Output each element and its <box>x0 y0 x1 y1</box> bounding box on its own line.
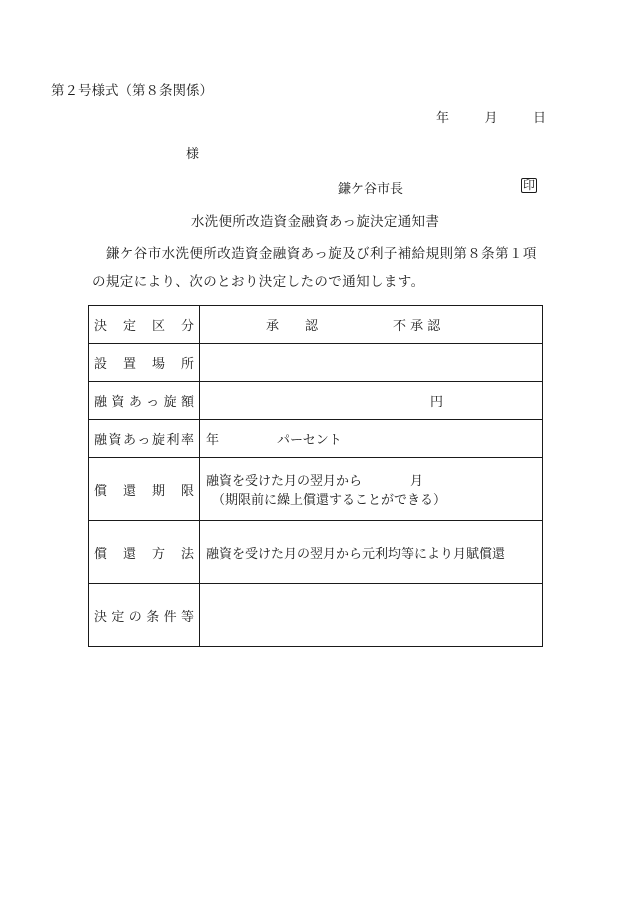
amount-label: 融資あっ旋額 <box>89 382 200 420</box>
disapprove-option: 不 承 認 <box>393 319 441 334</box>
repayment-term-unit: 月 <box>410 474 424 489</box>
rate-unit: パーセント <box>277 433 342 448</box>
table-row-decision-type <box>89 306 543 344</box>
date-day-label: 日 <box>532 111 546 126</box>
location-value <box>200 344 543 382</box>
repayment-term-label: 償還期限 <box>89 458 200 521</box>
rate-label: 融資あっ旋利率 <box>89 420 200 458</box>
repayment-term-cell <box>200 458 543 521</box>
document-title: 水洗便所改造資金融資あっ旋決定通知書 <box>190 214 440 230</box>
table-row-amount <box>89 382 543 420</box>
date-month-label: 月 <box>484 111 498 126</box>
date-row <box>436 107 546 126</box>
repayment-method-value: 融資を受けた月の翌月から元利均等により月賦償還 <box>200 521 543 584</box>
amount-cell <box>200 382 543 420</box>
approve-option: 承 認 <box>266 319 319 334</box>
date-year-label: 年 <box>436 111 450 126</box>
conditions-label: 決定の条件等 <box>89 584 200 647</box>
rate-cell <box>200 420 543 458</box>
amount-unit: 円 <box>430 395 444 410</box>
table-row-repayment-term <box>89 458 543 521</box>
repayment-term-note: （期限前に繰上償還することができる） <box>212 493 447 508</box>
table-row-conditions <box>89 584 543 647</box>
table-row-rate <box>89 420 543 458</box>
table-row-repayment-method <box>89 521 543 584</box>
issuer-name: 鎌ケ谷市長 <box>338 182 404 197</box>
seal-mark: 印 <box>523 178 536 192</box>
location-label: 設置場所 <box>89 344 200 382</box>
repayment-term-text: 融資を受けた月の翌月から <box>206 474 363 489</box>
addressee-suffix: 様 <box>186 147 200 162</box>
table-row-location <box>89 344 543 382</box>
form-number: 第２号様式（第８条関係） <box>51 83 213 99</box>
decision-table <box>88 305 543 647</box>
repayment-method-label: 償還方法 <box>89 521 200 584</box>
decision-type-label: 決定区分 <box>89 306 200 344</box>
rate-prefix: 年 <box>206 433 220 448</box>
body-paragraph: 鎌ケ谷市水洗便所改造資金融資あっ旋及び利子補給規則第８条第１項の規定により、次のとおり決定したので通知します。 <box>92 246 537 290</box>
decision-type-cell <box>200 306 543 344</box>
conditions-value <box>200 584 543 647</box>
